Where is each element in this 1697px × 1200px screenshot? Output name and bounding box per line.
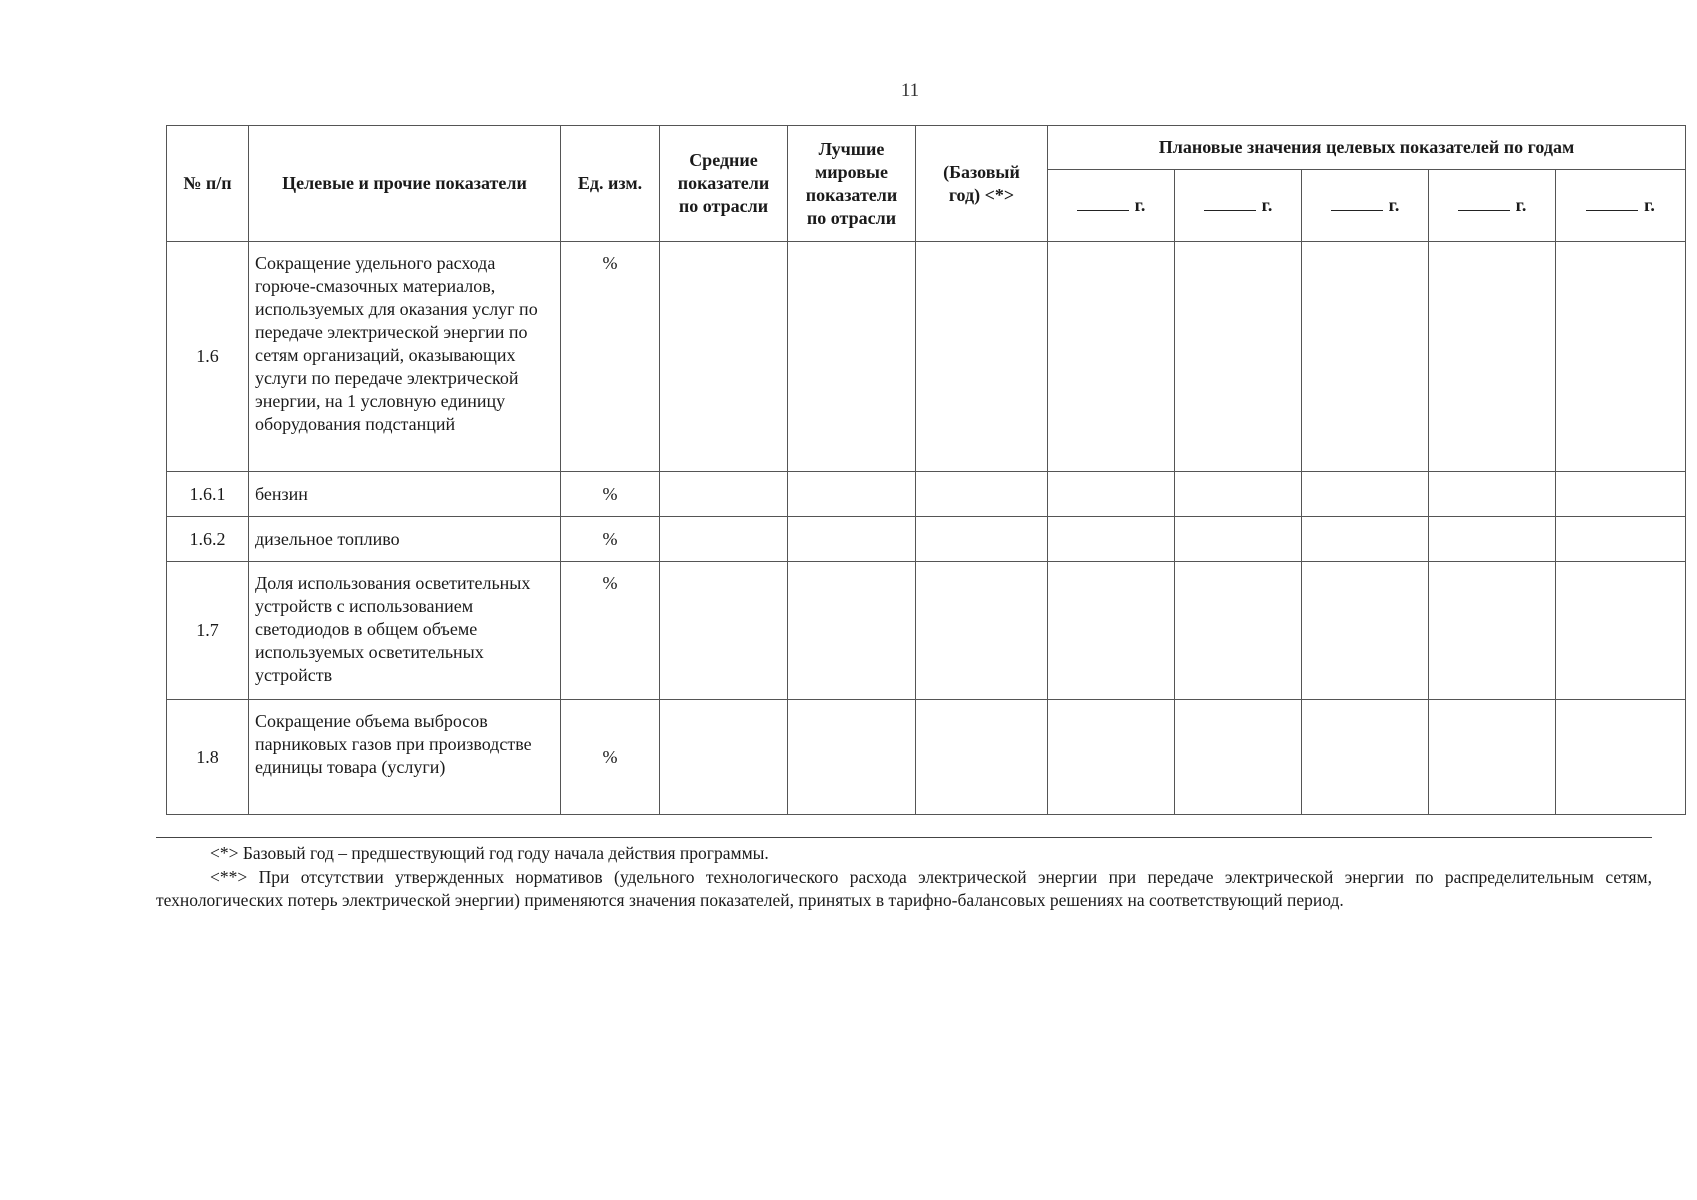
cell-industry-avg xyxy=(660,242,788,472)
cell-base-year xyxy=(916,242,1048,472)
cell-year-3 xyxy=(1302,562,1429,700)
header-year-3 xyxy=(1302,170,1429,242)
cell-industry-avg xyxy=(660,562,788,700)
year-blank xyxy=(1077,196,1129,211)
header-year-2 xyxy=(1175,170,1302,242)
row-indicator: Сокращение удельного расхода горюче-смазочных материалов, используемых для оказания услуг по передаче электрической энергии по сетям организаций, оказывающих услуги по передаче электрической энергии, на 1 условную единицу оборудования подстанций xyxy=(249,242,561,472)
table-row xyxy=(167,472,1686,517)
cell-year-2 xyxy=(1175,242,1302,472)
row-indicator: дизельное топливо xyxy=(249,517,561,562)
year-blank xyxy=(1204,196,1256,211)
header-industry-avg: Средние показатели по отрасли xyxy=(660,126,788,242)
cell-year-1 xyxy=(1048,242,1175,472)
cell-year-2 xyxy=(1175,562,1302,700)
row-indicator: Доля использования осветительных устройств с использованием светодиодов в общем объеме используемых осветительных устройств xyxy=(249,562,561,700)
cell-base-year xyxy=(916,472,1048,517)
table-row xyxy=(167,242,1686,472)
row-num: 1.7 xyxy=(167,562,249,700)
target-indicators-table xyxy=(166,125,1686,815)
cell-year-5 xyxy=(1556,700,1686,815)
header-year-1 xyxy=(1048,170,1175,242)
row-num: 1.6.1 xyxy=(167,472,249,517)
year-suffix: г. xyxy=(1644,195,1655,215)
year-blank xyxy=(1331,196,1383,211)
row-unit: % xyxy=(561,517,660,562)
cell-year-3 xyxy=(1302,472,1429,517)
row-unit: % xyxy=(561,700,660,815)
cell-world-best xyxy=(788,517,916,562)
row-unit: % xyxy=(561,562,660,700)
header-base-year: (Базовый год) <*> xyxy=(916,126,1048,242)
cell-year-1 xyxy=(1048,562,1175,700)
row-num: 1.6 xyxy=(167,242,249,472)
header-num: № п/п xyxy=(167,126,249,242)
cell-base-year xyxy=(916,562,1048,700)
footnote-norms: <**> При отсутствии утвержденных нормативов (удельного технологического расхода электрической энергии при передаче электрической энергии по распределительным сетям, технологических потерь электрической энергии) применяются значения показателей, принятых в тарифно-балансовых решениях на соответствующий период. xyxy=(156,866,1652,910)
year-blank xyxy=(1586,196,1638,211)
cell-year-5 xyxy=(1556,242,1686,472)
cell-base-year xyxy=(916,700,1048,815)
table-row xyxy=(167,700,1686,815)
row-indicator: бензин xyxy=(249,472,561,517)
cell-world-best xyxy=(788,242,916,472)
cell-world-best xyxy=(788,562,916,700)
cell-industry-avg xyxy=(660,517,788,562)
cell-year-4 xyxy=(1429,472,1556,517)
cell-year-4 xyxy=(1429,562,1556,700)
cell-industry-avg xyxy=(660,700,788,815)
cell-year-5 xyxy=(1556,517,1686,562)
year-blank xyxy=(1458,196,1510,211)
cell-year-1 xyxy=(1048,517,1175,562)
cell-year-4 xyxy=(1429,517,1556,562)
cell-year-2 xyxy=(1175,472,1302,517)
row-num: 1.8 xyxy=(167,700,249,815)
cell-world-best xyxy=(788,700,916,815)
cell-year-2 xyxy=(1175,517,1302,562)
footnote-base-year: <*> Базовый год – предшествующий год году начала действия программы. xyxy=(210,843,769,863)
year-suffix: г. xyxy=(1261,195,1273,215)
year-suffix: г. xyxy=(1515,195,1527,215)
year-suffix: г. xyxy=(1134,195,1146,215)
cell-year-2 xyxy=(1175,700,1302,815)
header-planned-values: Плановые значения целевых показателей по годам xyxy=(1048,126,1686,170)
cell-year-3 xyxy=(1302,517,1429,562)
footnotes xyxy=(156,837,1652,913)
cell-year-5 xyxy=(1556,562,1686,700)
cell-industry-avg xyxy=(660,472,788,517)
year-suffix: г. xyxy=(1388,195,1400,215)
cell-year-1 xyxy=(1048,700,1175,815)
header-indicators: Целевые и прочие показатели xyxy=(249,126,561,242)
row-num: 1.6.2 xyxy=(167,517,249,562)
row-unit: % xyxy=(561,472,660,517)
header-year-5 xyxy=(1556,170,1686,242)
page-number: 11 xyxy=(900,80,920,101)
cell-year-3 xyxy=(1302,242,1429,472)
cell-year-3 xyxy=(1302,700,1429,815)
row-unit: % xyxy=(561,242,660,472)
cell-year-4 xyxy=(1429,242,1556,472)
cell-year-4 xyxy=(1429,700,1556,815)
cell-year-1 xyxy=(1048,472,1175,517)
header-unit: Ед. изм. xyxy=(561,126,660,242)
header-world-best: Лучшие мировые показатели по отрасли xyxy=(788,126,916,242)
row-indicator: Сокращение объема выбросов парниковых газов при производстве единицы товара (услуги) xyxy=(249,700,561,815)
table-row xyxy=(167,562,1686,700)
cell-world-best xyxy=(788,472,916,517)
table-row xyxy=(167,517,1686,562)
cell-base-year xyxy=(916,517,1048,562)
cell-year-5 xyxy=(1556,472,1686,517)
header-year-4 xyxy=(1429,170,1556,242)
